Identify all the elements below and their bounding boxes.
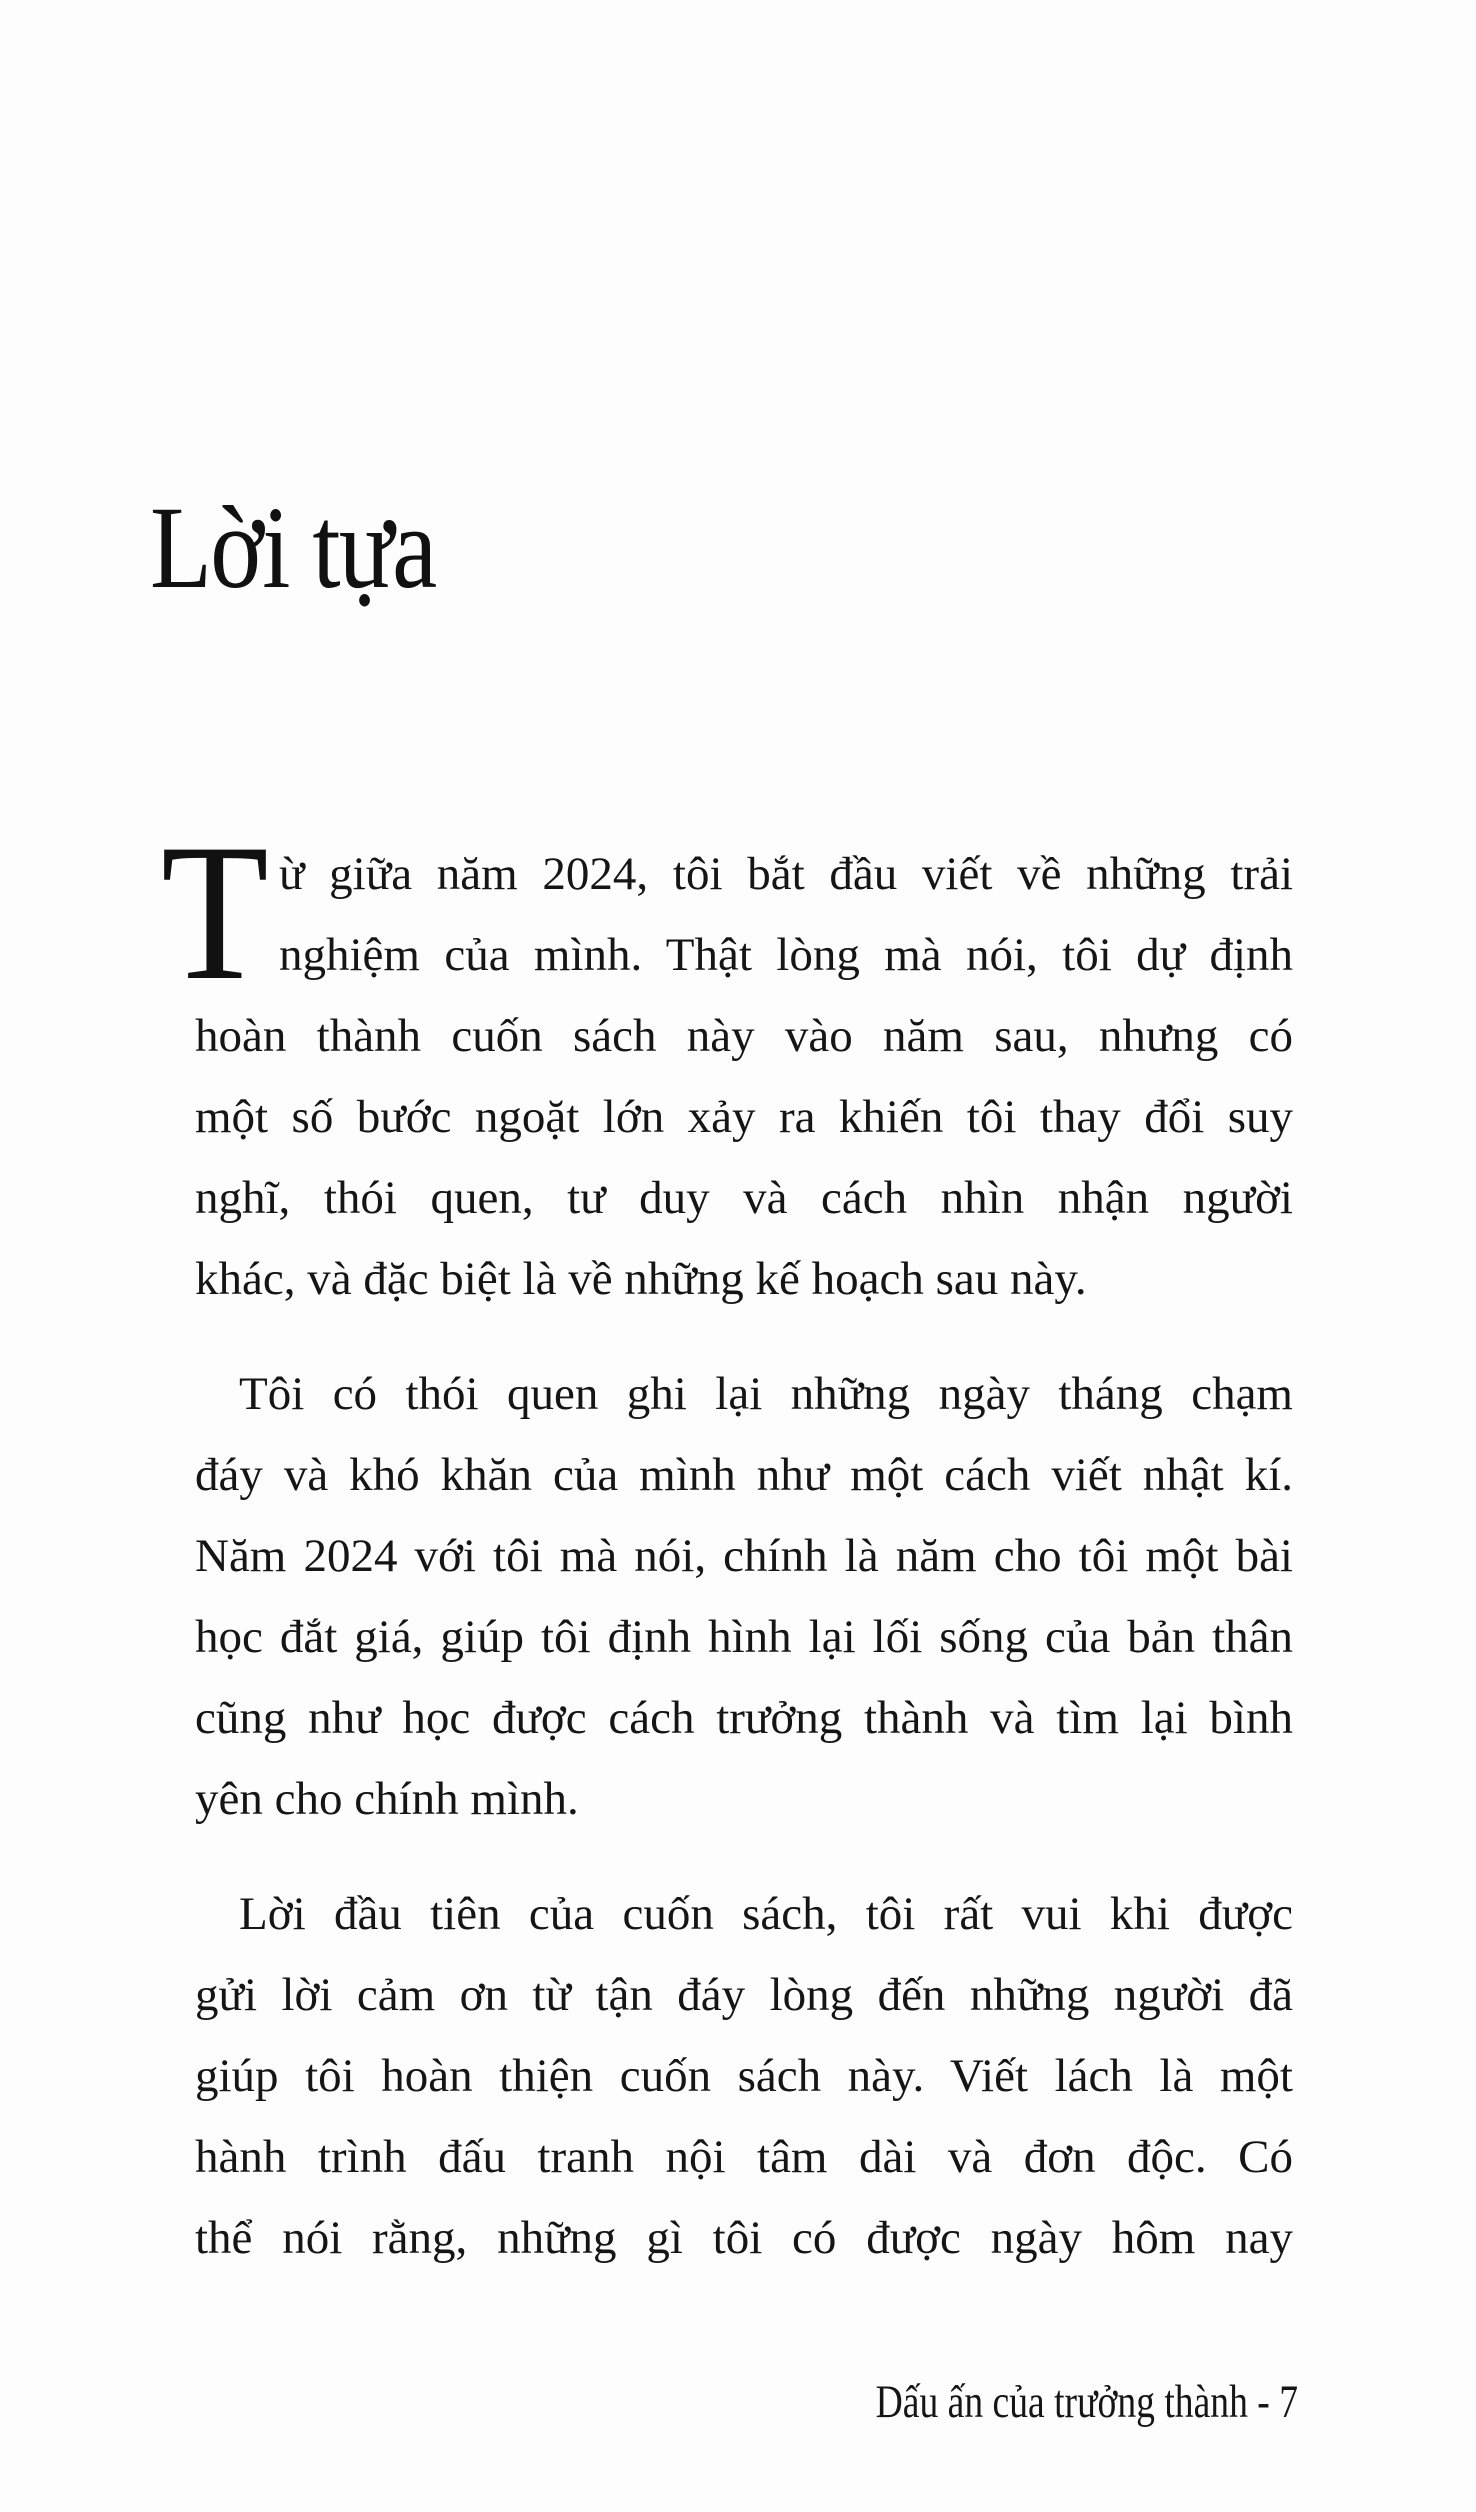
text-line-content: ừ giữa năm 2024, tôi bắt đầu viết về những trải — [279, 848, 1293, 900]
text-line: cũng như học được cách trưởng thành và tìm lại bình — [195, 1692, 1293, 1744]
paragraph-1 — [161, 804, 1293, 1320]
text-line: học đắt giá, giúp tôi định hình lại lối sống của bản thân — [195, 1611, 1293, 1663]
text-line: đáy và khó khăn của mình như một cách viết nhật kí. — [195, 1449, 1293, 1501]
text-line: hành trình đấu tranh nội tâm dài và đơn độc. Có — [195, 2131, 1293, 2183]
text-line: gửi lời cảm ơn từ tận đáy lòng đến những người đã — [195, 1969, 1293, 2021]
text-line: Năm 2024 với tôi mà nói, chính là năm cho tôi một bài — [195, 1530, 1293, 1582]
text-line: giúp tôi hoàn thiện cuốn sách này. Viết lách là một — [195, 2050, 1293, 2102]
text-line: yên cho chính mình. — [195, 1773, 579, 1825]
page-footer: Dấu ấn của trưởng thành - 7 — [875, 2376, 1298, 2428]
text-line: khác, và đặc biệt là về những kế hoạch sau này. — [195, 1253, 1087, 1305]
text-line: hoàn thành cuốn sách này vào năm sau, nhưng có — [195, 1010, 1293, 1062]
chapter-title: Lời tựa — [150, 482, 436, 613]
drop-cap: T — [161, 804, 269, 1021]
text-line: thể nói rằng, những gì tôi có được ngày hôm nay — [195, 2212, 1293, 2264]
body-text — [161, 804, 1293, 2313]
text-line: một số bước ngoặt lớn xảy ra khiến tôi thay đổi suy — [195, 1091, 1293, 1143]
text-line: nghĩ, thói quen, tư duy và cách nhìn nhận người — [195, 1172, 1293, 1224]
text-line: Tôi có thói quen ghi lại những ngày tháng chạm — [239, 1368, 1293, 1420]
text-line: Lời đầu tiên của cuốn sách, tôi rất vui khi được — [239, 1888, 1293, 1940]
text-line: nghiệm của mình. Thật lòng mà nói, tôi dự định — [279, 929, 1293, 981]
paragraph-3 — [195, 1874, 1293, 2279]
paragraph-2 — [195, 1354, 1293, 1840]
